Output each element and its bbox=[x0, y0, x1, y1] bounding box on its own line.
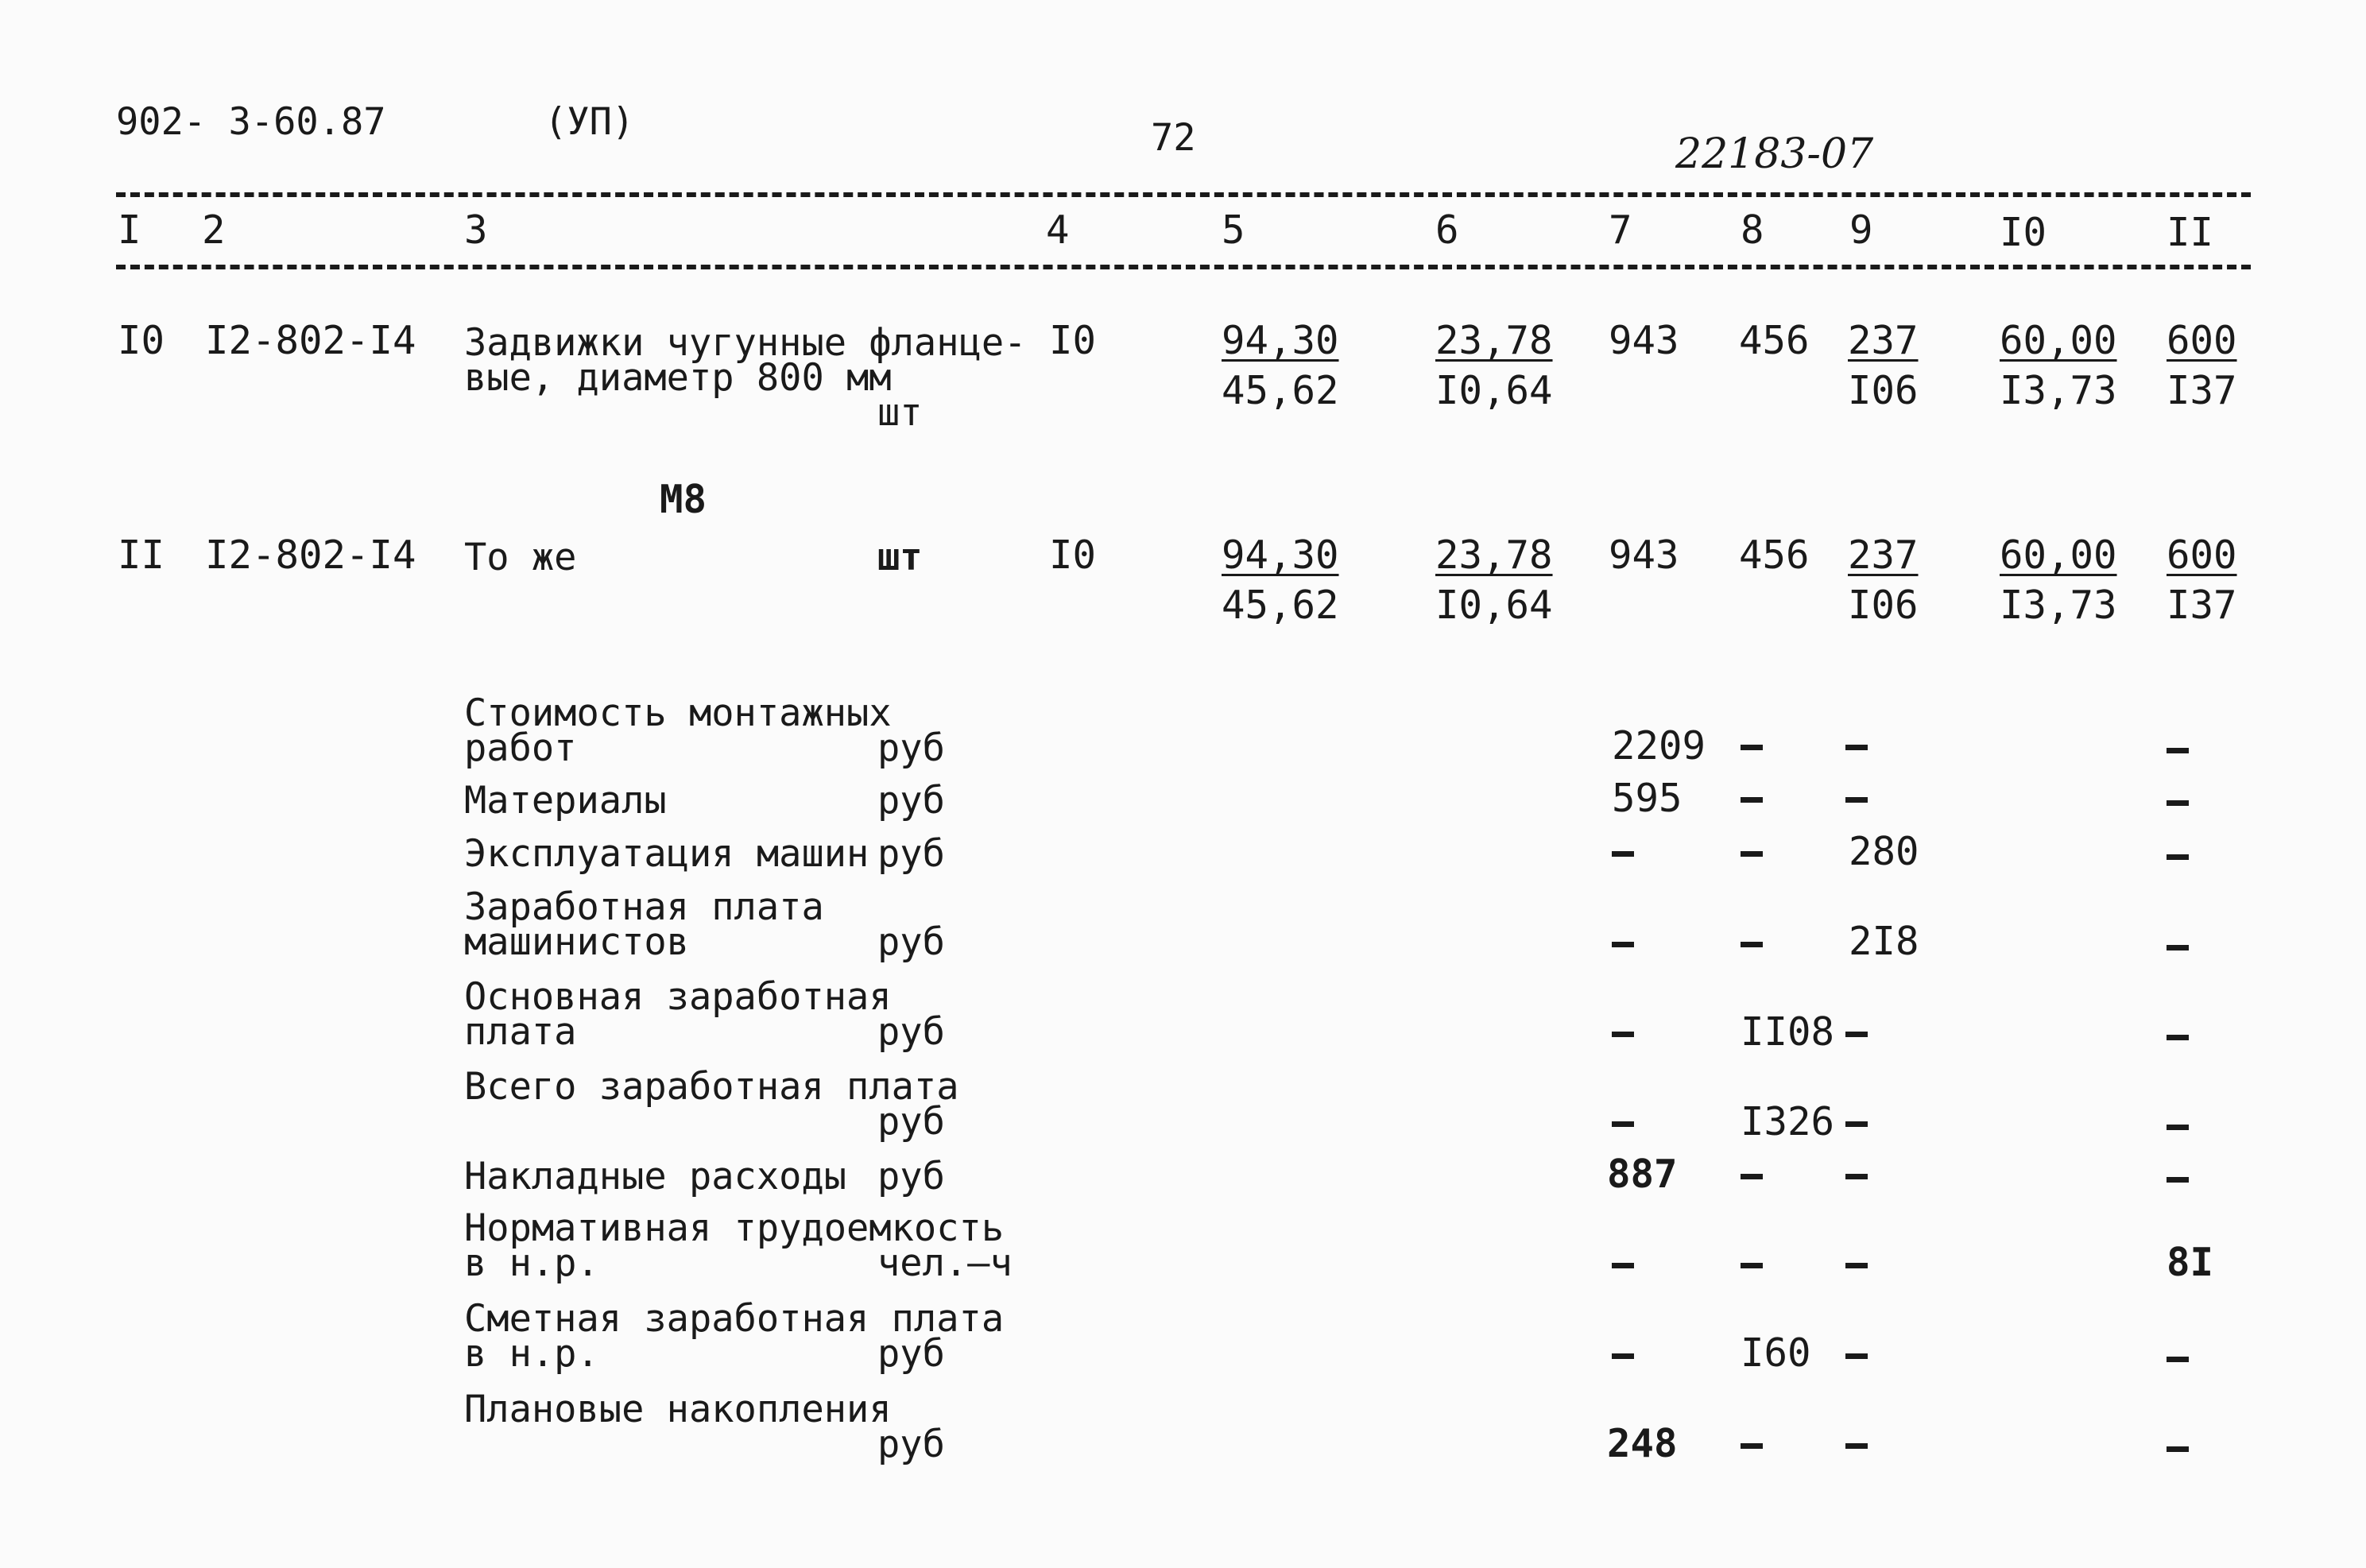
cell-6-top: 23,78 bbox=[1435, 318, 1553, 363]
summary-label: Всего заработная плата bbox=[464, 1065, 959, 1109]
column-header: I0 bbox=[2000, 210, 2047, 255]
summary-unit: руб bbox=[877, 832, 945, 876]
cell-6-bottom: I0,64 bbox=[1435, 368, 1553, 413]
summary-col7: 2209 bbox=[1612, 723, 1706, 769]
cell-9-top: 237 bbox=[1848, 532, 1919, 578]
summary-col11-dash bbox=[2167, 1125, 2189, 1130]
summary-col9-dash bbox=[1845, 1121, 1868, 1127]
summary-unit: руб bbox=[877, 1010, 945, 1054]
summary-col7: 248 bbox=[1607, 1421, 1678, 1466]
column-header: 7 bbox=[1609, 207, 1632, 253]
cell-8: 456 bbox=[1739, 532, 1810, 578]
cell-6-top: 23,78 bbox=[1435, 532, 1553, 578]
row-code: I2-802-I4 bbox=[205, 318, 416, 363]
summary-col8-dash bbox=[1741, 1174, 1763, 1179]
row-unit: шт bbox=[877, 391, 923, 435]
summary-col8-dash bbox=[1741, 1263, 1763, 1268]
summary-col11-dash bbox=[2167, 945, 2189, 950]
summary-label-cont: машинистов bbox=[464, 920, 689, 964]
summary-col8-dash bbox=[1741, 745, 1763, 750]
cell-5-bottom: 45,62 bbox=[1222, 583, 1339, 628]
summary-label: Материалы bbox=[464, 779, 667, 823]
summary-label: Накладные расходы bbox=[464, 1155, 847, 1198]
summary-col7: 887 bbox=[1607, 1152, 1678, 1197]
cell-9-bottom: I06 bbox=[1848, 368, 1919, 413]
summary-col7-dash bbox=[1612, 851, 1634, 857]
summary-col7-dash bbox=[1612, 942, 1634, 947]
cell-11-top: 600 bbox=[2167, 532, 2237, 578]
cell-9-bottom: I06 bbox=[1848, 583, 1919, 628]
cell-10-bottom: I3,73 bbox=[2000, 368, 2117, 413]
column-header: 8 bbox=[1741, 207, 1764, 253]
row-name: Задвижки чугунные фланце- bbox=[464, 321, 1027, 365]
row-number: I0 bbox=[118, 318, 165, 363]
row-code: I2-802-I4 bbox=[205, 532, 416, 578]
cell-5-top: 94,30 bbox=[1222, 318, 1339, 363]
cell-5-top: 94,30 bbox=[1222, 532, 1339, 578]
summary-label-cont: работ bbox=[464, 726, 577, 770]
summary-col9-dash bbox=[1845, 745, 1868, 750]
summary-col8-dash bbox=[1741, 851, 1763, 857]
summary-unit: руб bbox=[877, 1332, 945, 1376]
summary-label-cont: в н.р. bbox=[464, 1332, 599, 1376]
summary-col9-dash bbox=[1845, 1032, 1868, 1037]
row-name-cont: вые, диаметр 800 мм bbox=[464, 356, 892, 400]
row-qty: I0 bbox=[1049, 318, 1097, 363]
summary-col8-dash bbox=[1741, 942, 1763, 947]
summary-unit: руб bbox=[877, 920, 945, 964]
summary-label: Стоимость монтажных bbox=[464, 691, 892, 735]
cell-10-bottom: I3,73 bbox=[2000, 583, 2117, 628]
cell-11-top: 600 bbox=[2167, 318, 2237, 363]
summary-col7-dash bbox=[1612, 1121, 1634, 1127]
cell-10-top: 60,00 bbox=[2000, 532, 2117, 578]
header-bottom-rule bbox=[116, 265, 2251, 269]
summary-col11-dash bbox=[2167, 800, 2189, 806]
cell-11-bottom: I37 bbox=[2167, 583, 2237, 628]
column-header: 3 bbox=[464, 207, 488, 253]
summary-col7-dash bbox=[1612, 1032, 1634, 1037]
summary-unit: руб bbox=[877, 1155, 945, 1198]
summary-col7-dash bbox=[1612, 1263, 1634, 1268]
summary-col11-dash bbox=[2167, 1446, 2189, 1452]
row-name: То же bbox=[464, 536, 577, 579]
summary-col11-dash bbox=[2167, 748, 2189, 753]
summary-col11-dash bbox=[2167, 1357, 2189, 1362]
summary-col9-dash bbox=[1845, 1353, 1868, 1359]
summary-col7-dash bbox=[1612, 1353, 1634, 1359]
column-header: 2 bbox=[202, 207, 226, 253]
column-header: 6 bbox=[1435, 207, 1459, 253]
row-qty: I0 bbox=[1049, 532, 1097, 578]
row-number: II bbox=[118, 532, 165, 578]
cell-7: 943 bbox=[1609, 318, 1679, 363]
summary-col9-dash bbox=[1845, 797, 1868, 803]
summary-label: Нормативная трудоемкость bbox=[464, 1206, 1005, 1250]
summary-label: Эксплуатация машин bbox=[464, 832, 869, 876]
column-header: 5 bbox=[1222, 207, 1245, 253]
summary-col11-dash bbox=[2167, 854, 2189, 860]
cell-6-bottom: I0,64 bbox=[1435, 583, 1553, 628]
summary-label: Заработная плата bbox=[464, 885, 824, 929]
mode-label: (УП) bbox=[544, 100, 635, 144]
summary-unit: руб bbox=[877, 1100, 945, 1144]
summary-label-cont: плата bbox=[464, 1010, 577, 1054]
summary-label: Основная заработная bbox=[464, 975, 892, 1019]
summary-col8: I60 bbox=[1741, 1330, 1811, 1376]
summary-col9-dash bbox=[1845, 1263, 1868, 1268]
cell-9-top: 237 bbox=[1848, 318, 1919, 363]
summary-label: Плановые накопления bbox=[464, 1388, 892, 1431]
document-code: 902- 3-60.87 bbox=[116, 100, 386, 144]
summary-label-cont: в н.р. bbox=[464, 1241, 599, 1285]
summary-col11-dash bbox=[2167, 1035, 2189, 1040]
summary-label: Сметная заработная плата bbox=[464, 1297, 1005, 1341]
summary-col8: II08 bbox=[1741, 1009, 1835, 1055]
column-header: 4 bbox=[1046, 207, 1070, 253]
summary-unit: руб bbox=[877, 1423, 945, 1466]
sheet-code: 22183-07 bbox=[1675, 130, 1874, 178]
summary-col9-dash bbox=[1845, 1174, 1868, 1179]
summary-col11: 8I bbox=[2167, 1240, 2214, 1285]
header-top-rule bbox=[116, 192, 2251, 197]
summary-col9: 280 bbox=[1849, 829, 1919, 874]
cell-5-bottom: 45,62 bbox=[1222, 368, 1339, 413]
cell-10-top: 60,00 bbox=[2000, 318, 2117, 363]
cell-11-bottom: I37 bbox=[2167, 368, 2237, 413]
summary-col8-dash bbox=[1741, 797, 1763, 803]
column-header: I bbox=[118, 207, 141, 253]
page-number: 72 bbox=[1151, 116, 1196, 160]
row-unit: шт bbox=[877, 536, 923, 579]
summary-unit: руб bbox=[877, 726, 945, 770]
summary-col9: 2I8 bbox=[1849, 919, 1919, 964]
summary-unit: чел.–ч bbox=[877, 1241, 1013, 1285]
summary-col8-dash bbox=[1741, 1443, 1763, 1449]
summary-unit: руб bbox=[877, 779, 945, 823]
summary-col9-dash bbox=[1845, 1443, 1868, 1449]
column-header: II bbox=[2167, 210, 2214, 255]
cell-8: 456 bbox=[1739, 318, 1810, 363]
cell-7: 943 bbox=[1609, 532, 1679, 578]
summary-col8: I326 bbox=[1741, 1099, 1835, 1144]
column-header: 9 bbox=[1849, 207, 1873, 253]
summary-col11-dash bbox=[2167, 1177, 2189, 1183]
summary-col7: 595 bbox=[1612, 776, 1683, 821]
section-mark: М8 bbox=[660, 477, 707, 522]
